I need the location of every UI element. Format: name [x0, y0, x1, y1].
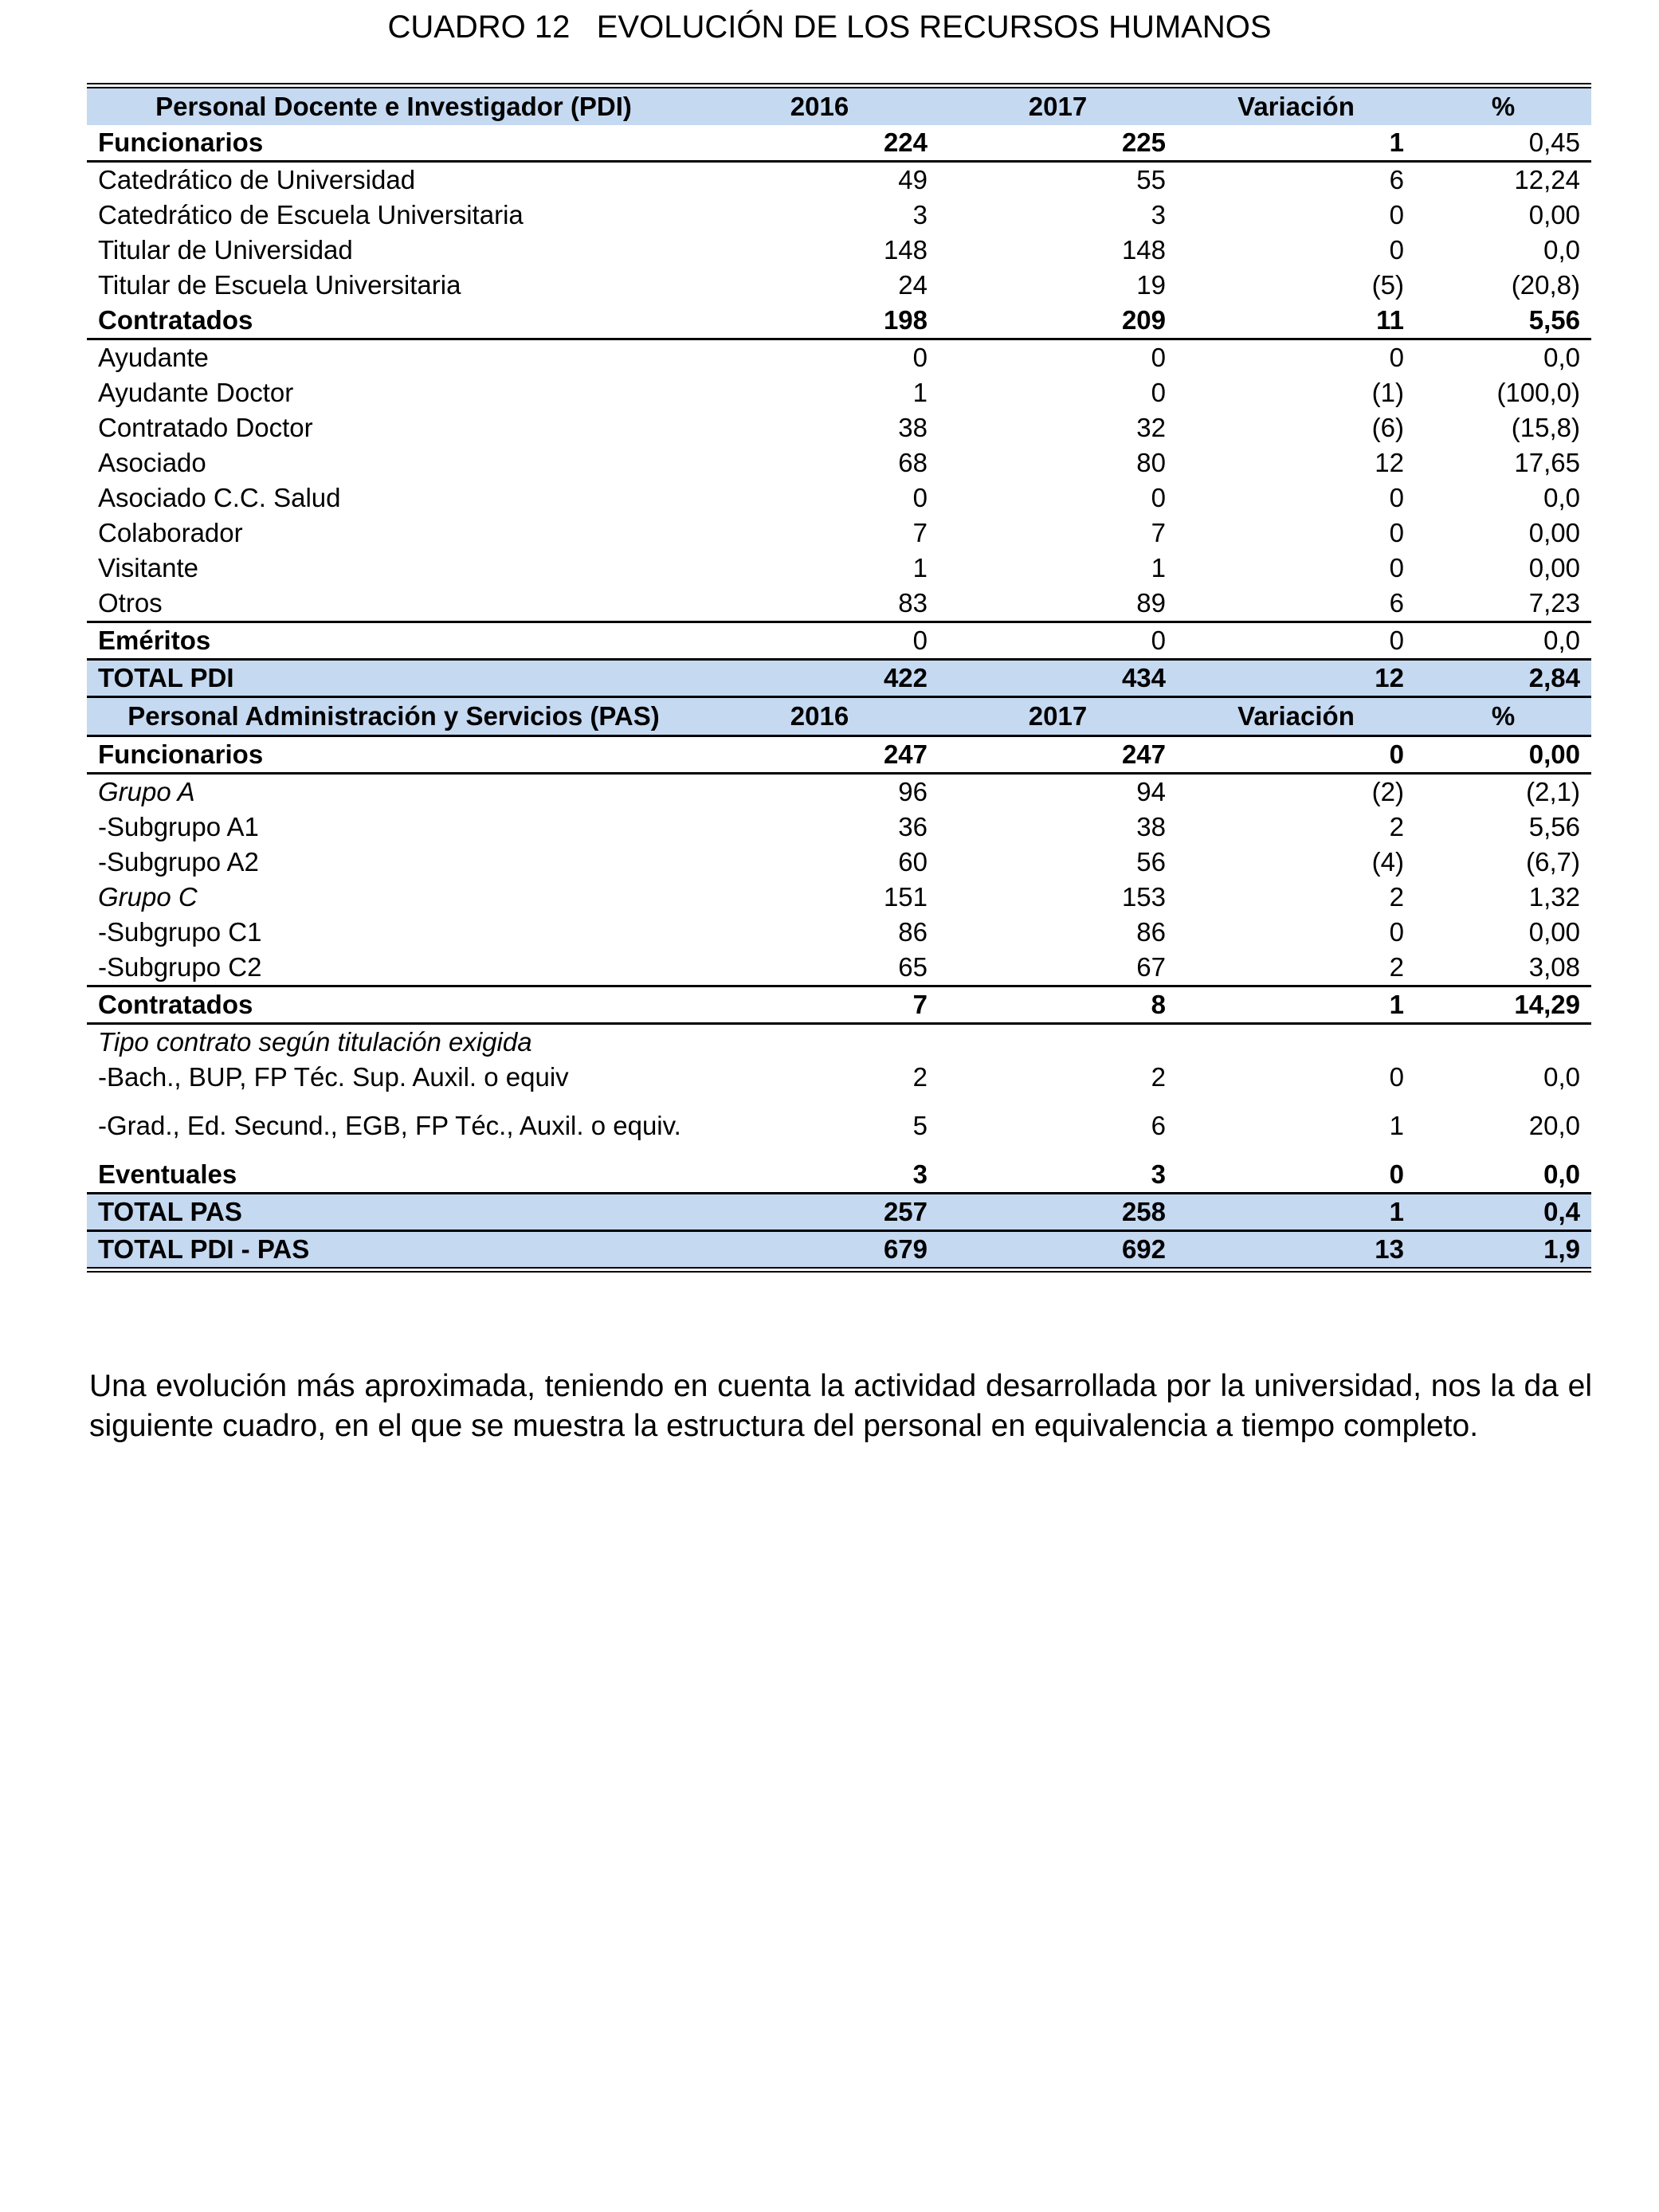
- value-2016: 65: [700, 950, 939, 986]
- value-2017: 94: [1136, 777, 1166, 806]
- value-variacion: 1: [1177, 125, 1415, 162]
- value-percent: 1,9: [1415, 1231, 1591, 1268]
- value-percent: 0,00: [1528, 553, 1580, 582]
- value-2017: 1: [1151, 553, 1166, 582]
- pdi-header-row: [87, 88, 1591, 125]
- value-variacion: 0: [1389, 483, 1404, 512]
- value-percent: (6,7): [1526, 847, 1580, 877]
- header-2016: 2016: [700, 697, 939, 736]
- value-2016: 86: [898, 917, 928, 947]
- value-2017: 38: [1136, 812, 1166, 841]
- value-2016: 0: [700, 622, 939, 660]
- value-percent: 0,0: [1543, 343, 1580, 372]
- pas-header-label: Personal Administración y Servicios (PAS): [87, 697, 700, 736]
- value-percent: (15,8): [1511, 413, 1580, 442]
- value-2017: 86: [1136, 917, 1166, 947]
- row-label: Asociado: [98, 448, 206, 477]
- value-variacion: 1: [1177, 986, 1415, 1024]
- value-percent: 5,56: [1528, 812, 1580, 841]
- value-2016: 7: [912, 518, 928, 547]
- value-2017: 67: [939, 950, 1177, 986]
- table-row: [87, 551, 1591, 586]
- header-percent: %: [1415, 697, 1591, 736]
- value-2017: [939, 1024, 1177, 1061]
- table-row: [87, 410, 1591, 445]
- value-2016: 3: [700, 1157, 939, 1194]
- value-percent: 0,00: [1415, 736, 1591, 774]
- table-row: [87, 1024, 1591, 1061]
- table-row: [87, 1060, 1591, 1095]
- value-2016: 60: [898, 847, 928, 877]
- row-label: -Grad., Ed. Secund., EGB, FP Téc., Auxil. o equiv.: [98, 1111, 681, 1140]
- value-variacion: 0: [1177, 622, 1415, 660]
- value-2017: 0: [939, 622, 1177, 660]
- row-label: -Subgrupo A2: [98, 847, 259, 877]
- body-paragraph: Una evolución más aproximada, teniendo en cuenta la actividad desarrollada por la universidad, nos la da el siguiente cuadro, en el que se muestra la estructura del personal en equivalencia a tiempo completo.: [89, 1369, 1592, 1443]
- value-2017: 0: [1151, 343, 1166, 372]
- value-2016: [700, 1024, 939, 1061]
- total-pdi-pas-row: [87, 1231, 1591, 1268]
- row-label: Tipo contrato según titulación exigida: [98, 1027, 532, 1057]
- value-percent: (2,1): [1526, 777, 1580, 806]
- table-row: [87, 375, 1591, 410]
- value-variacion: 11: [1177, 303, 1415, 339]
- hr-evolution-table: [87, 83, 1591, 1273]
- row-label: Otros: [87, 586, 700, 622]
- value-2016: 0: [912, 483, 928, 512]
- table-row: [87, 810, 1591, 845]
- table-row: [87, 845, 1591, 880]
- value-variacion: 0: [1177, 1157, 1415, 1194]
- value-variacion: 0: [1389, 917, 1404, 947]
- value-2016: 24: [898, 270, 928, 300]
- row-label: -Subgrupo A1: [98, 812, 259, 841]
- value-2017: 148: [1121, 235, 1166, 265]
- value-percent: 0,0: [1415, 1157, 1591, 1194]
- value-percent: 14,29: [1415, 986, 1591, 1024]
- pdi-header-label: Personal Docente e Investigador (PDI): [87, 88, 700, 125]
- row-label: Contratados: [87, 303, 700, 339]
- value-2016: 198: [700, 303, 939, 339]
- value-2017: 55: [1136, 165, 1166, 194]
- table-top-double-rule: [87, 83, 1591, 88]
- value-percent: 5,56: [1415, 303, 1591, 339]
- value-variacion: 12: [1177, 660, 1415, 697]
- row-label: Funcionarios: [87, 125, 700, 162]
- value-variacion: 0: [1389, 200, 1404, 229]
- value-2017: 247: [939, 736, 1177, 774]
- value-2016: 36: [898, 812, 928, 841]
- value-percent: 17,65: [1514, 448, 1580, 477]
- value-2016: 1: [912, 553, 928, 582]
- value-2016: 83: [700, 586, 939, 622]
- row-label: Visitante: [98, 553, 198, 582]
- value-2016: 422: [700, 660, 939, 697]
- value-2016: 2: [912, 1062, 928, 1092]
- table-row: [87, 339, 1591, 376]
- row-label: Ayudante Doctor: [98, 378, 294, 407]
- row-label: -Subgrupo C2: [87, 950, 700, 986]
- row-label: Titular de Escuela Universitaria: [98, 270, 461, 300]
- row-label: Contratados: [87, 986, 700, 1024]
- table-row: [87, 1157, 1591, 1194]
- header-variacion: Variación: [1177, 697, 1415, 736]
- value-2017: 8: [939, 986, 1177, 1024]
- value-2017: 56: [1136, 847, 1166, 877]
- value-2016: 257: [700, 1194, 939, 1231]
- value-2016: 224: [700, 125, 939, 162]
- value-percent: 0,00: [1528, 200, 1580, 229]
- table-row: [87, 233, 1591, 268]
- value-2017: 3: [1151, 200, 1166, 229]
- value-percent: 7,23: [1415, 586, 1591, 622]
- table-row: [87, 125, 1591, 162]
- value-variacion: 6: [1177, 586, 1415, 622]
- value-variacion: 2: [1389, 882, 1404, 912]
- table-bottom-double-rule: [87, 1267, 1591, 1273]
- value-2016: 38: [898, 413, 928, 442]
- value-2017: 209: [939, 303, 1177, 339]
- value-variacion: 0: [1389, 235, 1404, 265]
- value-2017: 153: [1121, 882, 1166, 912]
- value-percent: 0,0: [1543, 1062, 1580, 1092]
- value-variacion: (5): [1371, 270, 1404, 300]
- value-2016: 151: [883, 882, 928, 912]
- row-label: Ayudante: [98, 343, 209, 372]
- table-row: [87, 162, 1591, 198]
- value-variacion: 2: [1389, 812, 1404, 841]
- total-pas-row: [87, 1194, 1591, 1231]
- value-percent: 0,0: [1415, 622, 1591, 660]
- value-2017: 89: [939, 586, 1177, 622]
- row-label: Catedrático de Universidad: [98, 165, 416, 194]
- value-variacion: (6): [1371, 413, 1404, 442]
- table-row: [87, 880, 1591, 915]
- row-label: Eméritos: [87, 622, 700, 660]
- table-title: CUADRO 12 EVOLUCIÓN DE LOS RECURSOS HUMANOS: [387, 10, 1272, 45]
- value-2016: 679: [700, 1231, 939, 1268]
- table-row: [87, 736, 1591, 774]
- row-label: Contratado Doctor: [98, 413, 313, 442]
- table-row: [87, 198, 1591, 233]
- value-percent: 3,08: [1415, 950, 1591, 986]
- value-2016: 68: [898, 448, 928, 477]
- value-variacion: [1177, 1024, 1415, 1061]
- value-2016: 3: [912, 200, 928, 229]
- value-2017: 3: [939, 1157, 1177, 1194]
- value-variacion: (2): [1371, 777, 1404, 806]
- table-row: [87, 774, 1591, 810]
- pas-header-row: [87, 697, 1591, 736]
- value-variacion: 0: [1389, 518, 1404, 547]
- value-variacion: 1: [1389, 1111, 1404, 1140]
- value-2017: 434: [939, 660, 1177, 697]
- value-2017: 0: [1151, 483, 1166, 512]
- value-2017: 225: [939, 125, 1177, 162]
- row-label: Funcionarios: [87, 736, 700, 774]
- table-row: [87, 268, 1591, 303]
- value-2016: 1: [912, 378, 928, 407]
- table-row: [87, 303, 1591, 339]
- row-label: -Subgrupo C1: [98, 917, 262, 947]
- table-row: [87, 445, 1591, 480]
- header-2017: 2017: [939, 697, 1177, 736]
- value-variacion: (4): [1371, 847, 1404, 877]
- table-row: [87, 986, 1591, 1024]
- value-variacion: 0: [1389, 1062, 1404, 1092]
- value-variacion: 6: [1389, 165, 1404, 194]
- value-2017: 0: [1151, 378, 1166, 407]
- header-variacion: Variación: [1177, 88, 1415, 125]
- value-2016: 0: [912, 343, 928, 372]
- value-percent: (20,8): [1511, 270, 1580, 300]
- value-variacion: 12: [1375, 448, 1404, 477]
- value-percent: 12,24: [1514, 165, 1580, 194]
- value-2017: 32: [1136, 413, 1166, 442]
- table-row: [87, 1095, 1591, 1157]
- value-2017: 80: [1136, 448, 1166, 477]
- table-row: [87, 516, 1591, 551]
- row-label: -Bach., BUP, FP Téc. Sup. Auxil. o equiv: [98, 1062, 569, 1092]
- value-2017: 2: [1151, 1062, 1166, 1092]
- value-2016: 247: [700, 736, 939, 774]
- value-percent: 0,00: [1528, 518, 1580, 547]
- header-2016: 2016: [700, 88, 939, 125]
- value-variacion: 0: [1389, 343, 1404, 372]
- header-percent: %: [1415, 88, 1591, 125]
- value-variacion: 1: [1177, 1194, 1415, 1231]
- value-percent: 2,84: [1415, 660, 1591, 697]
- value-2016: 7: [700, 986, 939, 1024]
- header-2017: 2017: [939, 88, 1177, 125]
- row-label: Grupo C: [98, 882, 198, 912]
- value-2017: 19: [1136, 270, 1166, 300]
- value-percent: 0,00: [1528, 917, 1580, 947]
- value-variacion: 2: [1177, 950, 1415, 986]
- value-2016: 5: [912, 1111, 928, 1140]
- value-percent: 0,0: [1543, 483, 1580, 512]
- value-2016: 49: [898, 165, 928, 194]
- value-percent: [1415, 1024, 1591, 1061]
- row-label: Grupo A: [98, 777, 195, 806]
- row-label: Asociado C.C. Salud: [98, 483, 341, 512]
- value-2017: 258: [939, 1194, 1177, 1231]
- value-2016: 148: [883, 235, 928, 265]
- row-label: TOTAL PDI - PAS: [87, 1231, 700, 1268]
- value-variacion: (1): [1371, 378, 1404, 407]
- value-2017: 6: [1151, 1111, 1166, 1140]
- value-percent: (100,0): [1496, 378, 1580, 407]
- table-row: [87, 622, 1591, 660]
- row-label: Catedrático de Escuela Universitaria: [98, 200, 524, 229]
- row-label: Eventuales: [87, 1157, 700, 1194]
- table-row: [87, 915, 1591, 950]
- value-2017: 692: [939, 1231, 1177, 1268]
- total-pdi-row: [87, 660, 1591, 697]
- value-variacion: 13: [1177, 1231, 1415, 1268]
- table-row: [87, 480, 1591, 516]
- value-2016: 96: [898, 777, 928, 806]
- table-row: [87, 950, 1591, 986]
- value-variacion: 0: [1389, 553, 1404, 582]
- value-percent: 20,0: [1528, 1111, 1580, 1140]
- value-2017: 7: [1151, 518, 1166, 547]
- row-label: Colaborador: [98, 518, 243, 547]
- row-label: Titular de Universidad: [98, 235, 353, 265]
- value-percent: 0,45: [1415, 125, 1591, 162]
- table-row: [87, 586, 1591, 622]
- value-percent: 0,4: [1415, 1194, 1591, 1231]
- value-variacion: 0: [1177, 736, 1415, 774]
- value-percent: 0,0: [1543, 235, 1580, 265]
- row-label: TOTAL PAS: [87, 1194, 700, 1231]
- row-label: TOTAL PDI: [87, 660, 700, 697]
- value-percent: 1,32: [1528, 882, 1580, 912]
